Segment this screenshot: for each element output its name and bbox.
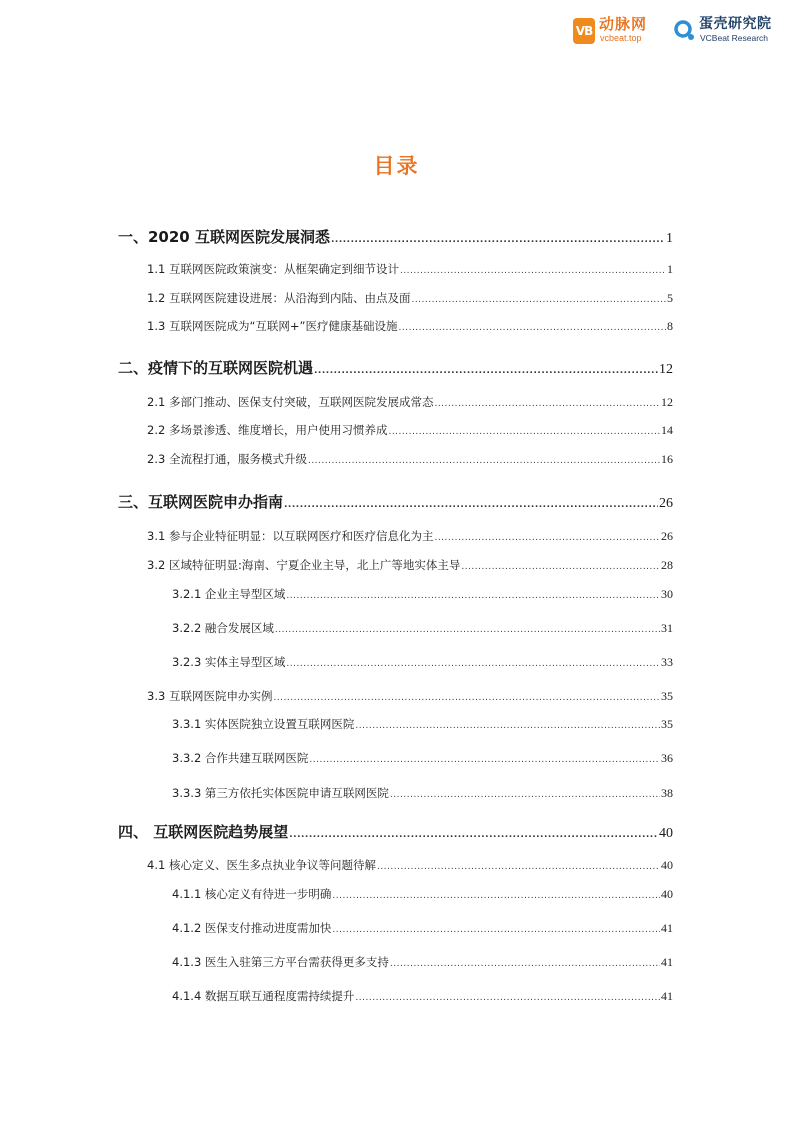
toc-entry-title: 四、 互联网医院趋势展望 [118, 823, 289, 841]
toc-entry-title: 4.1 核心定义、医生多点执业争议等问题待解 [147, 858, 376, 872]
toc-page-number: 8 [667, 319, 673, 333]
toc-entry-title: 1.1 互联网医院政策演变：从框架确定到细节设计 [147, 262, 399, 276]
toc-dot-leader [434, 400, 660, 409]
toc-page-number: 14 [661, 423, 673, 437]
toc-entry[interactable] [118, 357, 673, 378]
toc-dot-leader [275, 626, 660, 635]
toc-page-number: 16 [661, 452, 673, 466]
toc-entry[interactable] [172, 920, 673, 936]
toc-entry-title: 3.2 区域特征明显:海南、宁夏企业主导，北上广等地实体主导 [147, 558, 461, 572]
toc-entry-title: 2.1 多部门推动、医保支付突破，互联网医院发展成常态 [147, 395, 434, 409]
toc-page-number: 40 [661, 858, 673, 872]
toc-dot-leader [273, 694, 660, 703]
toc-entry-title: 1.3 互联网医院成为“互联网+”医疗健康基础设施 [147, 319, 398, 333]
toc-entry[interactable] [172, 988, 673, 1004]
toc-dot-leader [355, 722, 660, 731]
toc-page-number: 1 [666, 231, 673, 246]
toc-entry[interactable] [147, 261, 673, 277]
toc-dot-leader [434, 534, 660, 543]
toc-entry-title: 3.3.2 合作共建互联网医院 [172, 751, 309, 765]
toc-page-number: 5 [667, 291, 673, 305]
toc-entry-title: 3.2.1 企业主导型区域 [172, 587, 286, 601]
toc-entry[interactable] [172, 954, 673, 970]
toc-dot-leader [284, 501, 658, 510]
toc-entry-title: 3.3.3 第三方依托实体医院申请互联网医院 [172, 786, 389, 800]
toc-entry-title: 二、疫情下的互联网医院机遇 [118, 359, 314, 377]
toc-entry-title: 3.2.3 实体主导型区域 [172, 655, 286, 669]
toc-page-number: 41 [661, 921, 673, 935]
toc-dot-leader [400, 267, 666, 276]
toc-page-number: 30 [661, 587, 673, 601]
toc-dot-leader [331, 236, 665, 245]
toc-entry-title: 3.2.2 融合发展区域 [172, 621, 274, 635]
toc-entry-title: 3.3.1 实体医院独立设置互联网医院 [172, 717, 355, 731]
toc-dot-leader [308, 457, 660, 466]
toc-entry-title: 1.2 互联网医院建设进展：从沿海到内陆、由点及面 [147, 291, 411, 305]
toc-page-number: 33 [661, 655, 673, 669]
toc-entry[interactable] [172, 620, 673, 636]
toc-entry[interactable] [147, 422, 673, 438]
toc-entry[interactable] [118, 226, 673, 247]
toc-page-number: 12 [661, 395, 673, 409]
toc-entry[interactable] [172, 654, 673, 670]
toc-dot-leader [411, 296, 666, 305]
toc-entry[interactable] [147, 318, 673, 334]
toc-entry[interactable] [118, 821, 673, 842]
vcbeat-logo-name: 动脉网 [599, 15, 648, 33]
toc-dot-leader [390, 960, 660, 969]
toc-page-number: 35 [661, 717, 673, 731]
research-logo-name: 蛋壳研究院 [699, 16, 772, 32]
toc-entry[interactable] [172, 716, 673, 732]
toc-entry[interactable] [172, 586, 673, 602]
vcbeat-logo-mark: VB [573, 18, 595, 44]
vcbeat-logo-url: vcbeat.top [600, 33, 642, 43]
toc-entry[interactable] [147, 528, 673, 544]
toc-entry[interactable] [147, 857, 673, 873]
toc-page-number: 41 [661, 989, 673, 1003]
toc-entry-title: 4.1.4 数据互联互通程度需持续提升 [172, 989, 355, 1003]
toc-page-number: 12 [659, 362, 673, 377]
toc-entry[interactable] [147, 557, 673, 573]
toc-dot-leader [309, 756, 660, 765]
toc-entry[interactable] [172, 886, 673, 902]
toc-entry-title: 三、互联网医院申办指南 [118, 493, 284, 511]
research-logo-sub: VCBeat Research [700, 33, 769, 43]
page-title: 目录 [373, 154, 420, 178]
toc-page-number: 31 [661, 621, 673, 635]
toc-entry-title: 一、2020 互联网医院发展洞悉 [118, 228, 330, 246]
toc-dot-leader [289, 831, 658, 840]
toc-page-number: 26 [661, 529, 673, 543]
toc-dot-leader [461, 563, 660, 572]
toc-entry[interactable] [147, 394, 673, 410]
toc-entry-title: 4.1.2 医保支付推动进度需加快 [172, 921, 332, 935]
toc-entry[interactable] [147, 451, 673, 467]
toc-page-number: 36 [661, 751, 673, 765]
toc-page-number: 40 [661, 887, 673, 901]
toc-dot-leader [390, 791, 660, 800]
toc-entry[interactable] [147, 290, 673, 306]
toc-entry[interactable] [147, 688, 673, 704]
toc-page-number: 35 [661, 689, 673, 703]
toc-dot-leader [377, 863, 660, 872]
toc-dot-leader [332, 926, 660, 935]
toc-entry-title: 4.1.1 核心定义有待进一步明确 [172, 887, 332, 901]
toc-entry-title: 4.1.3 医生入驻第三方平台需获得更多支持 [172, 955, 389, 969]
toc-dot-leader [314, 367, 658, 376]
toc-dot-leader [286, 660, 660, 669]
toc-page-number: 26 [659, 496, 673, 511]
toc-entry-title: 2.3 全流程打通，服务模式升级 [147, 452, 307, 466]
toc-page-number: 40 [659, 826, 673, 841]
toc-entry[interactable] [172, 785, 673, 801]
toc-entry-title: 3.3 互联网医院申办实例 [147, 689, 273, 703]
toc-dot-leader [355, 994, 660, 1003]
toc-entry[interactable] [118, 491, 673, 512]
toc-page-number: 28 [661, 558, 673, 572]
toc-dot-leader [332, 892, 660, 901]
toc-dot-leader [286, 592, 660, 601]
toc-page-number: 38 [661, 786, 673, 800]
toc-page-number: 1 [667, 262, 673, 276]
toc-dot-leader [388, 428, 660, 437]
toc-dot-leader [399, 324, 667, 333]
toc-entry[interactable] [172, 750, 673, 766]
toc-entry-title: 3.1 参与企业特征明显：以互联网医疗和医疗信息化为主 [147, 529, 434, 543]
toc-page-number: 41 [661, 955, 673, 969]
toc-entry-title: 2.2 多场景渗透、维度增长，用户使用习惯养成 [147, 423, 388, 437]
